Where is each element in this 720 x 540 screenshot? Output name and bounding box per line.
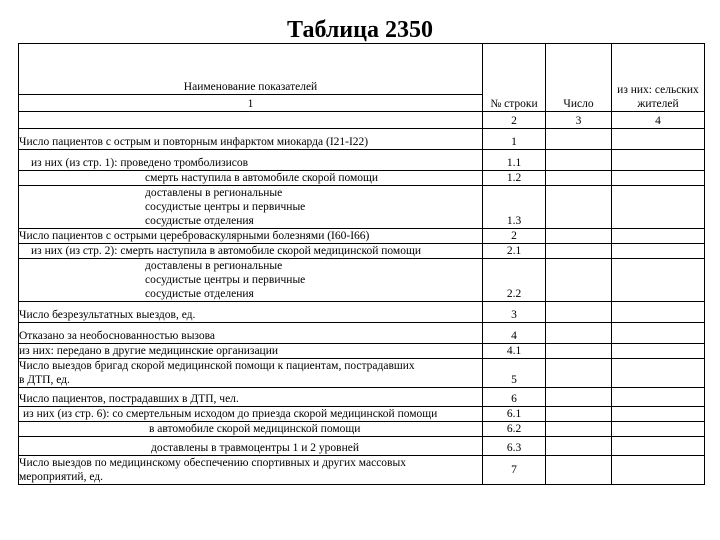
report-table — [18, 43, 705, 485]
row-number: 6.2 — [483, 422, 546, 437]
value-cell[interactable] — [546, 359, 612, 388]
row-number: 2 — [483, 229, 546, 244]
table-row — [19, 407, 705, 422]
rural-cell[interactable] — [612, 437, 705, 456]
row-number: 2.2 — [483, 259, 546, 302]
row-number: 1.2 — [483, 171, 546, 186]
table-row — [19, 229, 705, 244]
table-row — [19, 150, 705, 171]
row-number: 4.1 — [483, 344, 546, 359]
row-label: Число выездов по медицинскому обеспечению спортивных и других массовых мероприятий, ед. — [19, 456, 483, 485]
col-number-4: 4 — [612, 112, 705, 129]
col-number-3: 3 — [546, 112, 612, 129]
spacer — [19, 112, 483, 129]
row-label: из них: передано в другие медицинские организации — [19, 344, 483, 359]
value-cell[interactable] — [546, 388, 612, 407]
row-number: 1.3 — [483, 186, 546, 229]
row-label: из них (из стр. 6): со смертельным исходом до приезда скорой медицинской помощи — [19, 407, 483, 422]
rural-cell[interactable] — [612, 359, 705, 388]
rural-cell[interactable] — [612, 171, 705, 186]
row-label: в автомобиле скорой медицинской помощи — [19, 422, 483, 437]
rural-cell[interactable] — [612, 229, 705, 244]
table-row — [19, 129, 705, 150]
table-row — [19, 344, 705, 359]
col-number-1: 1 — [19, 95, 483, 112]
row-label: Число безрезультатных выездов, ед. — [19, 302, 483, 323]
row-number: 6.3 — [483, 437, 546, 456]
value-cell[interactable] — [546, 229, 612, 244]
rural-cell[interactable] — [612, 407, 705, 422]
rural-cell[interactable] — [612, 456, 705, 485]
row-number: 2.1 — [483, 244, 546, 259]
table-row — [19, 186, 705, 229]
table-row — [19, 388, 705, 407]
row-label: Число пациентов с острыми цереброваскулярными болезнями (I60-I66) — [19, 229, 483, 244]
table-row — [19, 302, 705, 323]
rural-cell[interactable] — [612, 388, 705, 407]
rural-cell[interactable] — [612, 422, 705, 437]
row-number: 3 — [483, 302, 546, 323]
table-row — [19, 323, 705, 344]
row-label: доставлены в травмоцентры 1 и 2 уровней — [19, 437, 483, 456]
row-label: Число выездов бригад скорой медицинской помощи к пациентам, пострадавших в ДТП, ед. — [19, 359, 483, 388]
value-cell[interactable] — [546, 407, 612, 422]
row-label: смерть наступила в автомобиле скорой помощи — [19, 171, 483, 186]
row-label: доставлены в региональные сосудистые центры и первичные сосудистые отделения — [19, 186, 483, 229]
header-name: Наименование показателей — [19, 44, 483, 95]
value-cell[interactable] — [546, 171, 612, 186]
row-number: 6.1 — [483, 407, 546, 422]
row-label: из них (из стр. 2): смерть наступила в автомобиле скорой медицинской помощи — [19, 244, 483, 259]
value-cell[interactable] — [546, 323, 612, 344]
value-cell[interactable] — [546, 150, 612, 171]
rural-cell[interactable] — [612, 244, 705, 259]
row-number: 4 — [483, 323, 546, 344]
header-rural: из них: сельских жителей — [612, 44, 705, 112]
rural-cell[interactable] — [612, 259, 705, 302]
value-cell[interactable] — [546, 129, 612, 150]
col-number-2: 2 — [483, 112, 546, 129]
rural-cell[interactable] — [612, 344, 705, 359]
table-row — [19, 171, 705, 186]
rural-cell[interactable] — [612, 302, 705, 323]
table-row — [19, 259, 705, 302]
value-cell[interactable] — [546, 422, 612, 437]
row-number: 5 — [483, 359, 546, 388]
value-cell[interactable] — [546, 244, 612, 259]
value-cell[interactable] — [546, 302, 612, 323]
table-row — [19, 437, 705, 456]
row-number: 1 — [483, 129, 546, 150]
table-row — [19, 359, 705, 388]
rural-cell[interactable] — [612, 150, 705, 171]
value-cell[interactable] — [546, 186, 612, 229]
row-number: 7 — [483, 456, 546, 485]
row-label: доставлены в региональные сосудистые центры и первичные сосудистые отделения — [19, 259, 483, 302]
table-title: Таблица 2350 — [287, 17, 433, 43]
table-row — [19, 422, 705, 437]
table-row — [19, 244, 705, 259]
rural-cell[interactable] — [612, 129, 705, 150]
value-cell[interactable] — [546, 456, 612, 485]
table-row — [19, 456, 705, 485]
rural-cell[interactable] — [612, 323, 705, 344]
header-row-no: № строки — [483, 44, 546, 112]
value-cell[interactable] — [546, 437, 612, 456]
value-cell[interactable] — [546, 259, 612, 302]
row-label: из них (из стр. 1): проведено тромболизисов — [19, 150, 483, 171]
row-number: 6 — [483, 388, 546, 407]
row-label: Отказано за необоснованностью вызова — [19, 323, 483, 344]
value-cell[interactable] — [546, 344, 612, 359]
row-label: Число пациентов с острым и повторным инфарктом миокарда (I21-I22) — [19, 129, 483, 150]
row-number: 1.1 — [483, 150, 546, 171]
header-value: Число — [546, 44, 612, 112]
rural-cell[interactable] — [612, 186, 705, 229]
row-label: Число пациентов, пострадавших в ДТП, чел. — [19, 388, 483, 407]
